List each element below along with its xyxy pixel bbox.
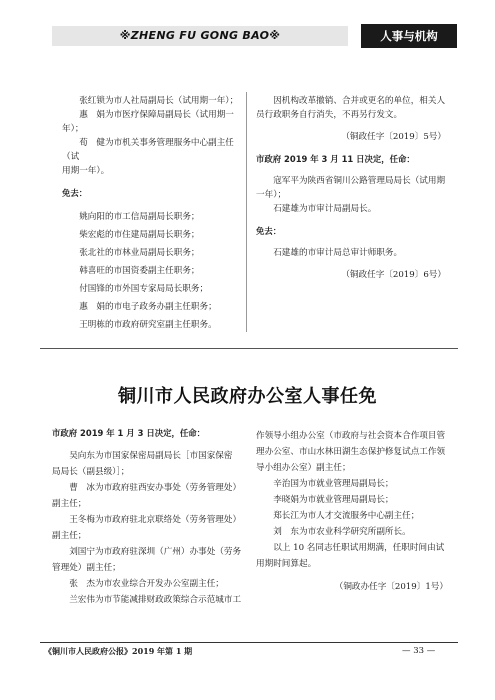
doc-number: （铜政办任字〔2019〕1号） — [334, 582, 448, 592]
header-band-title: ※ZHENG FU GONG BAO※ — [119, 29, 281, 42]
top-left-column — [62, 94, 240, 334]
appointment-line: 曹 冰为市政府驻西安办事处（劳务管理处） — [69, 483, 242, 493]
top-right-column — [256, 94, 456, 282]
note-line: 员行政职务自行消失，不再另行发文。 — [256, 110, 403, 120]
section-divider — [40, 348, 458, 349]
dismiss-line: 柴宏彪的市住建局副局长职务； — [79, 230, 200, 240]
appointment-line: 兰宏伟为市节能减排财政政策综合示范城市工 — [69, 595, 242, 605]
appointment-line: 局局长（副县级）］； — [52, 467, 130, 477]
appointment-line: 李晓娟为市就业管理局副局长； — [273, 495, 394, 505]
appointment-line: 副主任； — [52, 531, 87, 541]
appointment-line: 张 杰为市农业综合开发办公室副主任； — [69, 579, 224, 589]
column-divider — [246, 92, 247, 332]
dismiss-line: 付国锋的市外国专家局局长职务； — [79, 284, 209, 294]
appointment-line: 理办公室、市山水林田湖生态保护修复试点工作领 — [256, 447, 446, 457]
appointment-line: 辛治国为市就业管理局副局长； — [273, 479, 394, 489]
dismiss-line: 石建雄的市审计局总审计师职务。 — [273, 248, 403, 258]
appointment-line: 管理处）副主任； — [52, 563, 121, 573]
appointment-line: 刘 东为市农业科学研究所副所长。 — [273, 527, 411, 537]
decision-heading: 市政府 2019 年 3 月 11 日决定，任命： — [256, 154, 415, 164]
header-band — [52, 26, 348, 46]
appointment-line: 刘国宁为市政府驻深圳（广州）办事处（劳务 — [69, 547, 242, 557]
dismiss-label: 免去： — [62, 188, 88, 198]
section-tab — [361, 24, 457, 48]
journal-name: 《铜川市人民政府公报》2019 年第 1 期 — [44, 646, 193, 656]
appointment-line: 张红锁为市人社局副局长（试用期一年）； — [79, 96, 239, 106]
page-number: — 33 — — [402, 646, 436, 656]
appointment-line: 石建雄为市审计局副局长。 — [273, 204, 377, 214]
doc-number: （铜政任字〔2019〕5号） — [341, 132, 446, 142]
appointment-line: 荀 健为市机关事务管理服务中心副主任（试 — [62, 138, 234, 162]
dismiss-line: 王明栋的市政府研究室副主任职务。 — [79, 320, 217, 330]
notice-right-column — [256, 428, 458, 594]
appointment-line: 导小组办公室）副主任； — [256, 463, 351, 473]
dismiss-label: 免去： — [256, 226, 282, 236]
dismiss-line: 韩喜旺的市国资委副主任职务； — [79, 266, 200, 276]
appointment-line: 王冬梅为市政府驻北京联络处（劳务管理处） — [69, 515, 242, 525]
appointment-line: 一年）； — [256, 190, 287, 200]
appointment-line: 寇军平为陕西省铜川公路管理局局长（试用期 — [273, 176, 446, 186]
appointment-line: 用期一年）。 — [62, 166, 110, 176]
doc-number: （铜政任字〔2019〕6号） — [341, 270, 446, 280]
note-line: 以上 10 名同志任职试用期满，任职时间由试 — [273, 543, 445, 553]
appointment-line: 郑长江为市人才交流服务中心副主任； — [273, 511, 420, 521]
appointment-line: 惠 娟为市医疗保障局副局长（试用期一年）； — [62, 110, 234, 134]
note-line: 用期时间算起。 — [256, 559, 317, 569]
appointment-line: 吴向东为市国家保密局副局长［市国家保密 — [69, 451, 233, 461]
decision-heading: 市政府 2019 年 1 月 3 日决定，任命： — [52, 428, 205, 438]
note-line: 因机构改革撤销、合并或更名的单位，相关人 — [273, 96, 446, 106]
notice-title: 铜川市人民政府办公室人事任免 — [118, 386, 377, 407]
dismiss-line: 惠 娟的市电子政务办副主任职务； — [79, 302, 217, 312]
appointment-line: 副主任； — [52, 499, 87, 509]
dismiss-line: 姚向阳的市工信局副局长职务； — [79, 212, 200, 222]
dismiss-line: 张北社的市林业局副局长职务； — [79, 248, 200, 258]
appointment-line: 作领导小组办公室（市政府与社会资本合作项目管 — [256, 431, 446, 441]
footer-rule — [40, 642, 458, 643]
section-tab-label: 人事与机构 — [380, 29, 438, 43]
notice-left-column — [52, 426, 246, 608]
